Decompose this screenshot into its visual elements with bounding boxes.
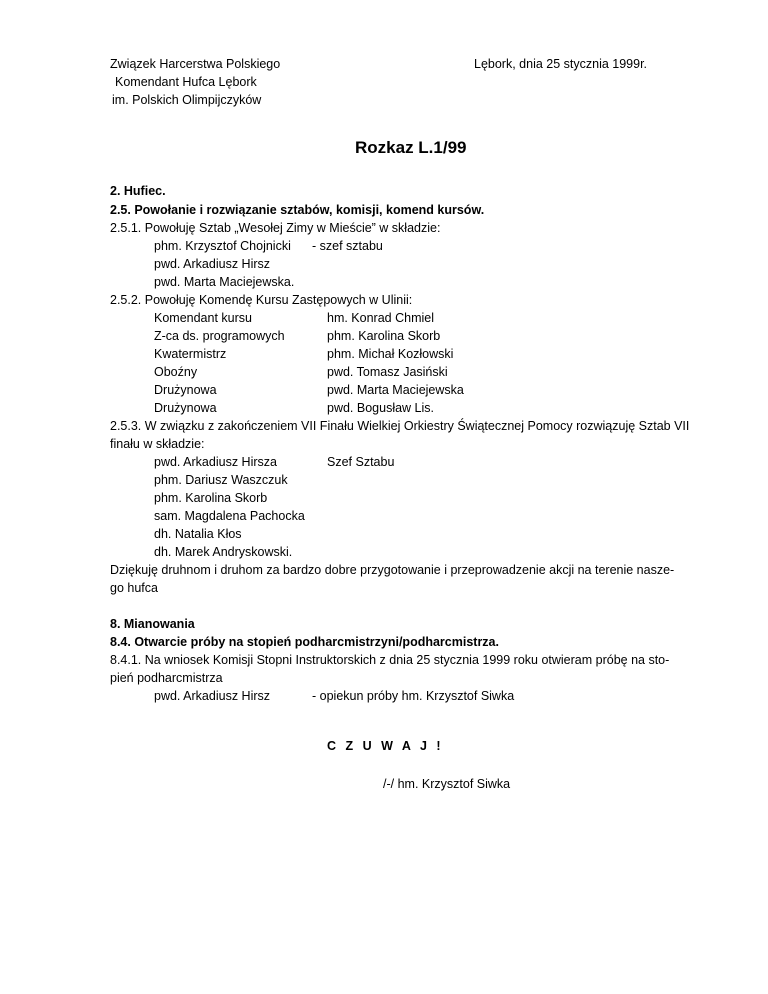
closing-motto: C Z U W A J ! xyxy=(327,739,444,753)
course-member-name: hm. Konrad Chmiel xyxy=(327,311,434,325)
signature: /-/ hm. Krzysztof Siwka xyxy=(383,777,511,791)
org-name-line2: Komendant Hufca Lębork xyxy=(115,75,257,89)
course-role: Drużynowa xyxy=(154,383,217,397)
paragraph-2-5-3-intro-line2: finału w składzie: xyxy=(110,437,205,451)
section-8-4-heading: 8.4. Otwarcie próby na stopień podharcmistrzyni/podharcmistrza. xyxy=(110,635,499,649)
candidate-name: pwd. Arkadiusz Hirsz xyxy=(154,689,271,703)
course-member-name: pwd. Bogusław Lis. xyxy=(327,401,435,415)
staff-member-name: sam. Magdalena Pachocka xyxy=(154,509,305,523)
course-member-name: phm. Michał Kozłowski xyxy=(327,347,454,361)
paragraph-2-5-3-intro-line1: 2.5.3. W związku z zakończeniem VII Finału Wielkiej Orkiestry Świątecznej Pomocy rozwiązuję Sztab VII xyxy=(110,419,690,433)
section-8-heading: 8. Mianowania xyxy=(110,617,195,631)
staff-member-name: pwd. Arkadiusz Hirsza xyxy=(154,455,277,469)
section-2-5-heading: 2.5. Powołanie i rozwiązanie sztabów, komisji, komend kursów. xyxy=(110,203,485,217)
course-role: Komendant kursu xyxy=(154,311,252,325)
paragraph-2-5-1-intro: 2.5.1. Powołuję Sztab „Wesołej Zimy w Mieście” w składzie: xyxy=(110,221,441,235)
paragraph-2-5-2-intro: 2.5.2. Powołuję Komendę Kursu Zastępowych w Ulinii: xyxy=(110,293,413,307)
course-member-name: pwd. Tomasz Jasiński xyxy=(327,365,448,379)
course-role: Z-ca ds. programowych xyxy=(154,329,285,343)
paragraph-8-4-1-line1: 8.4.1. Na wniosek Komisji Stopni Instruktorskich z dnia 25 stycznia 1999 roku otwieram próbę na sto- xyxy=(110,653,670,667)
course-member-name: pwd. Marta Maciejewska xyxy=(327,383,464,397)
staff-member-name: phm. Karolina Skorb xyxy=(154,491,268,505)
org-name-line1: Związek Harcerstwa Polskiego xyxy=(110,57,281,71)
staff-member-name: phm. Krzysztof Chojnicki xyxy=(154,239,291,253)
course-role: Oboźny xyxy=(154,365,198,379)
place-date: Lębork, dnia 25 stycznia 1999r. xyxy=(474,57,648,71)
thanks-line2: go hufca xyxy=(110,581,158,595)
staff-member-name: dh. Marek Andryskowski. xyxy=(154,545,293,559)
section-2-heading: 2. Hufiec. xyxy=(110,184,166,198)
staff-member-name: dh. Natalia Kłos xyxy=(154,527,242,541)
course-role: Drużynowa xyxy=(154,401,217,415)
staff-member-role: - szef sztabu xyxy=(312,239,383,253)
staff-member-role: Szef Sztabu xyxy=(327,455,395,469)
paragraph-8-4-1-line2: pień podharcmistrza xyxy=(110,671,223,685)
staff-member-name: phm. Dariusz Waszczuk xyxy=(154,473,288,487)
staff-member-name: pwd. Marta Maciejewska. xyxy=(154,275,295,289)
course-role: Kwatermistrz xyxy=(154,347,227,361)
thanks-line1: Dziękuję druhnom i druhom za bardzo dobre przygotowanie i przeprowadzenie akcji na terenie nasze- xyxy=(110,563,675,577)
org-name-line3: im. Polskich Olimpijczyków xyxy=(112,93,262,107)
course-member-name: phm. Karolina Skorb xyxy=(327,329,441,343)
staff-member-name: pwd. Arkadiusz Hirsz xyxy=(154,257,271,271)
candidate-note: - opiekun próby hm. Krzysztof Siwka xyxy=(312,689,515,703)
document-title: Rozkaz L.1/99 xyxy=(355,138,467,157)
